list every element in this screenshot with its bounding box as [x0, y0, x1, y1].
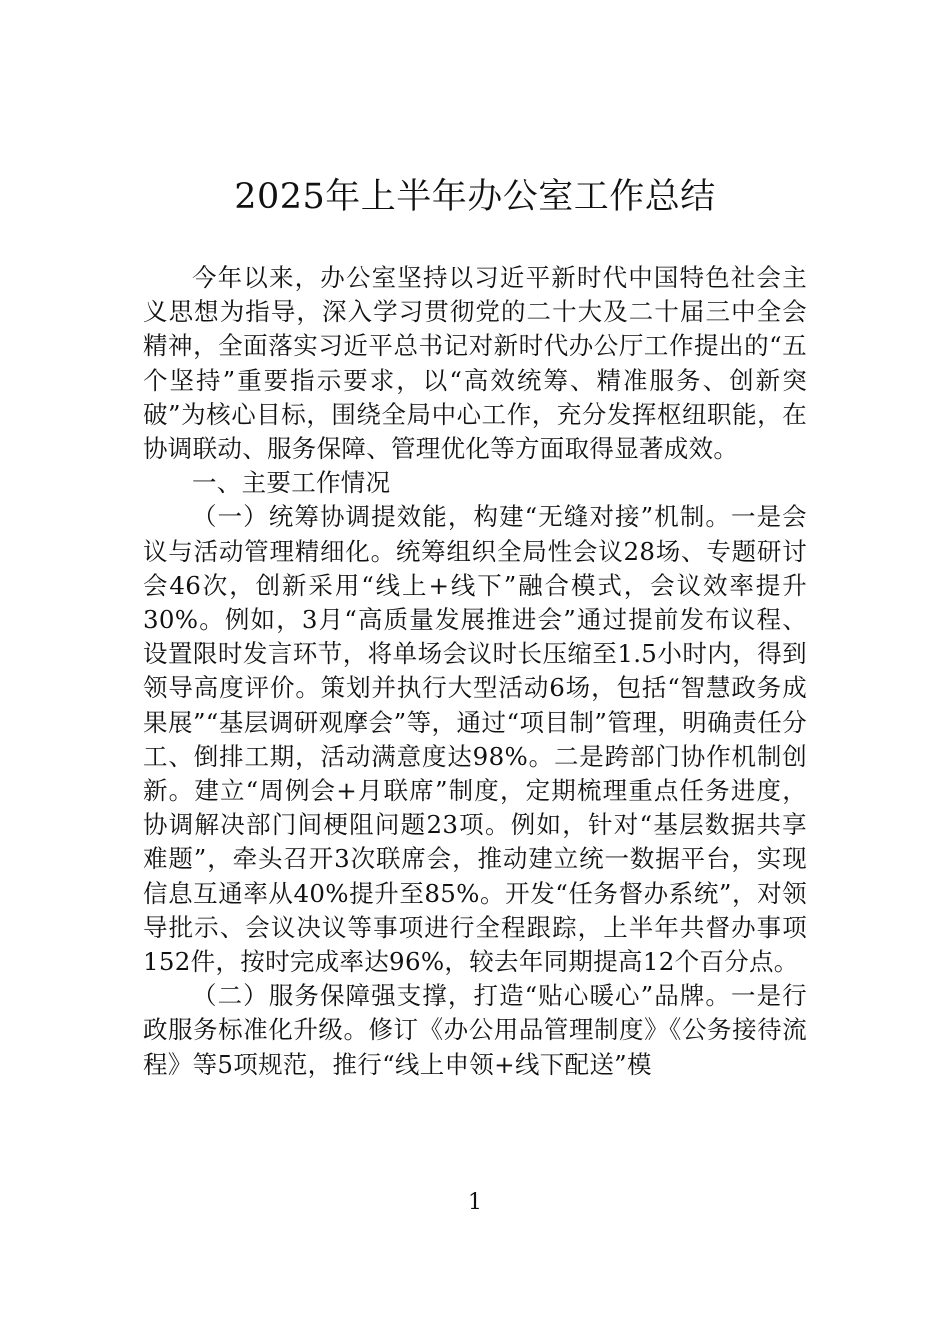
- document-body: [143, 261, 807, 1082]
- document-title: 2025年上半年办公室工作总结: [234, 177, 716, 217]
- paragraph-service: （二）服务保障强支撑，打造“贴心暖心”品牌。一是行政服务标准化升级。修订《办公用品管理制度》《公务接待流程》等5项规范，推行“线上申领+线下配送”模: [143, 981, 807, 1079]
- paragraph-coordination: （一）统筹协调提效能，构建“无缝对接”机制。一是会议与活动管理精细化。统筹组织全局性会议28场、专题研讨会46次，创新采用“线上+线下”融合模式，会议效率提升30%。例如，3月“高质量发展推进会”通过提前发布议程、设置限时发言环节，将单场会议时长压缩至1.5小时内，得到领导高度评价。策划并执行大型活动6场，包括“智慧政务成果展”“基层调研观摩会”等，通过“项目制”管理，明确责任分工、倒排工期，活动满意度达98%。二是跨部门协作机制创新。建立“周例会+月联席”制度，定期梳理重点任务进度，协调解决部门间梗阻问题23项。例如，针对“基层数据共享难题”，牵头召开3次联席会，推动建立统一数据平台，实现信息互通率从40%提升至85%。开发“任务督办系统”，对领导批示、会议决议等事项进行全程跟踪，上半年共督办事项152件，按时完成率达96%，较去年同期提高12个百分点。: [143, 502, 807, 977]
- page-number: 1: [468, 1190, 482, 1215]
- intro-paragraph: 今年以来，办公室坚持以习近平新时代中国特色社会主义思想为指导，深入学习贯彻党的二十大及二十届三中全会精神，全面落实习近平总书记对新时代办公厅工作提出的“五个坚持”重要指示要求，以“高效统筹、精准服务、创新突破”为核心目标，围绕全局中心工作，充分发挥枢纽职能，在协调联动、服务保障、管理优化等方面取得显著成效。: [143, 263, 807, 464]
- section-heading: 一、主要工作情况: [192, 468, 391, 498]
